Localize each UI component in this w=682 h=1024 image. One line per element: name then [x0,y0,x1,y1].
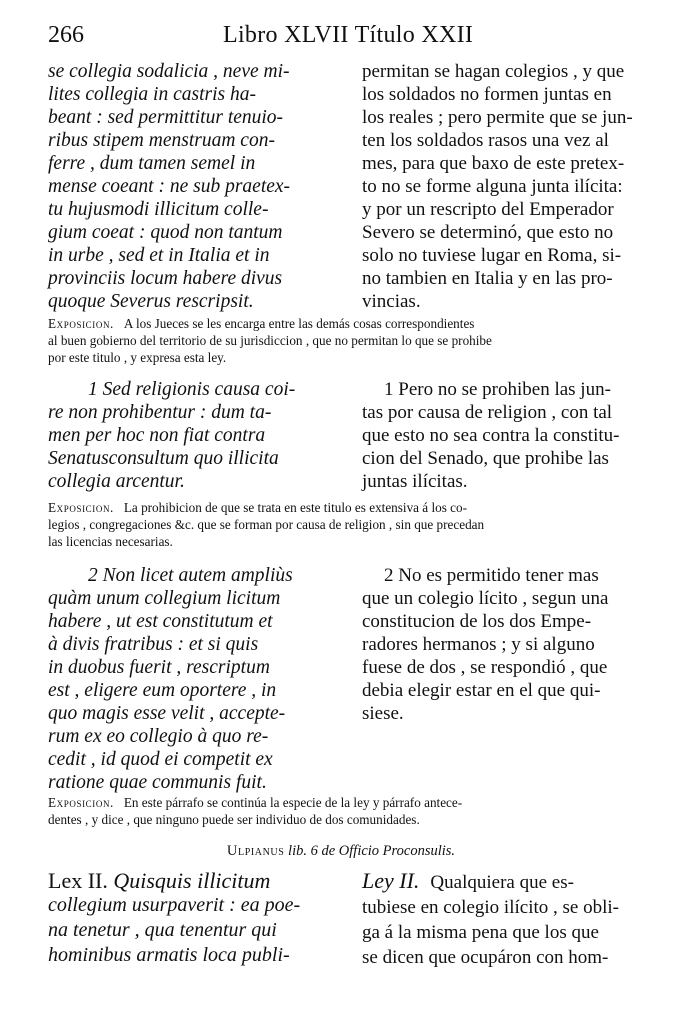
exposition-line: por este titulo , y expresa esta ley. [48,349,227,365]
latin-text-paragraph-1 [48,378,348,493]
latin-line: Senatusconsultum quo illicita [48,448,279,469]
spanish-line: ga á la misma pena que los que [362,922,599,943]
latin-line: hominibus armatis loca publi- [48,944,290,966]
attribution-work: lib. 6 de Officio Proconsulis. [288,843,456,859]
ley-number: Ley II. [362,868,420,893]
spanish-text-ley-2 [362,868,642,970]
spanish-line: permitan se hagan colegios , y que [362,61,625,82]
spanish-line: vincias. [362,291,421,312]
spanish-line: mes, para que baxo de este pretex- [362,153,625,174]
latin-line: à divis fratribus : et si quis [48,634,259,655]
source-attribution [0,843,682,860]
lex-number: Lex II. [48,868,108,893]
latin-line: provinciis locum habere divus [48,268,283,289]
latin-line: 1 Sed religionis causa coi- [88,379,296,400]
latin-line: ratione quae communis fuit. [48,772,267,793]
latin-text-lex-2 [48,868,348,968]
attribution-author: Ulpianus [226,843,285,859]
spanish-line: juntas ilícitas. [362,471,468,492]
latin-line: rum ex eo collegio à quo re- [48,726,269,747]
spanish-line: y por un rescripto del Emperador [362,199,614,220]
spanish-line: 2 No es permitido tener mas [384,565,599,586]
exposition-line: En este párrafo se continúa la especie de la ley y párrafo antece- [123,795,463,810]
exposition-line: las licencias necesarias. [48,533,173,549]
latin-line: quo magis esse velit , accepte- [48,703,286,724]
exposition-line: dentes , y dice , que ninguno puede ser individuo de dos comunidades. [48,811,420,827]
latin-line: men per hoc non fiat contra [48,425,266,446]
latin-line: beant : sed permittitur tenuio- [48,107,284,128]
page-header [48,18,638,48]
spanish-line: cion del Senado, que prohibe las [362,448,609,469]
exposition-line: A los Jueces se les encarga entre las demás cosas correspondientes [123,316,475,331]
spanish-line: Qualquiera que es- [430,872,574,893]
spanish-text-paragraph-1 [362,378,642,493]
spanish-line: ten los soldados rasos una vez al [362,130,609,151]
spanish-line: radores hermanos ; y si alguno [362,634,595,655]
latin-line: mense coeant : ne sub praetex- [48,176,291,197]
latin-line: in duobus fuerit , rescriptum [48,657,270,678]
running-title: Libro XLVII Título XXII [223,22,474,48]
spanish-line: que un colegio lícito , segun una [362,588,609,609]
exposition-label: Exposicion. [48,500,114,515]
exposition-line: La prohibicion de que se trata en este titulo es extensiva á los co- [123,500,467,515]
latin-line: ferre , dum tamen semel in [48,153,256,174]
page-number: 266 [48,22,84,48]
latin-line: tu hujusmodi illicitum colle- [48,199,269,220]
spanish-line: los reales ; pero permite que se jun- [362,107,633,128]
latin-line: est , eligere eum oportere , in [48,680,277,701]
spanish-line: que esto no sea contra la constitu- [362,425,620,446]
latin-text-principium [48,60,348,313]
latin-line: na tenetur , qua tenentur qui [48,919,277,941]
spanish-line: tubiese en colegio ilícito , se obli- [362,897,619,918]
spanish-line: los soldados no formen juntas en [362,84,612,105]
spanish-line: no tambien en Italia y en las pro- [362,268,613,289]
latin-line: habere , ut est constitutum et [48,611,273,632]
spanish-line: se dicen que ocupáron con hom- [362,947,609,968]
latin-line: ribus stipem menstruam con- [48,130,275,151]
latin-line: quàm unum collegium licitum [48,588,281,609]
latin-line: cedit , id quod ei competit ex [48,749,273,770]
spanish-line: tas por causa de religion , con tal [362,402,613,423]
exposition-block [48,316,638,366]
exposition-label: Exposicion. [48,316,114,331]
latin-line: in urbe , sed et in Italia et in [48,245,270,266]
latin-text-paragraph-2 [48,564,348,794]
exposition-block [48,795,638,829]
latin-line: collegia arcentur. [48,471,185,492]
spanish-line: to no se forme alguna junta ilícita: [362,176,623,197]
spanish-line: 1 Pero no se prohiben las jun- [384,379,611,400]
latin-line: se collegia sodalicia , neve mi- [48,61,290,82]
exposition-line: al buen gobierno del territorio de su jurisdiccion , que no permitan lo que se prohibe [48,332,492,348]
latin-line: quoque Severus rescripsit. [48,291,254,312]
latin-line: gium coeat : quod non tantum [48,222,283,243]
spanish-line: solo no tuviese lugar en Roma, si- [362,245,622,266]
spanish-text-paragraph-2 [362,564,642,725]
latin-line: Quisquis illicitum [113,868,271,893]
spanish-line: siese. [362,703,404,724]
exposition-block [48,500,638,550]
latin-line: re non prohibentur : dum ta- [48,402,272,423]
exposition-label: Exposicion. [48,795,114,810]
spanish-line: Severo se determinó, que esto no [362,222,614,243]
latin-line: collegium usurpaverit : ea poe- [48,894,301,916]
latin-line: lites collegia in castris ha- [48,84,256,105]
spanish-line: constitucion de los dos Empe- [362,611,592,632]
spanish-text-principium [362,60,642,313]
spanish-line: debia elegir estar en el que qui- [362,680,601,701]
spanish-line: fuese de dos , se respondió , que [362,657,608,678]
exposition-line: legios , congregaciones &c. que se forman por causa de religion , sin que precedan [48,516,485,532]
latin-line: 2 Non licet autem ampliùs [88,565,293,586]
